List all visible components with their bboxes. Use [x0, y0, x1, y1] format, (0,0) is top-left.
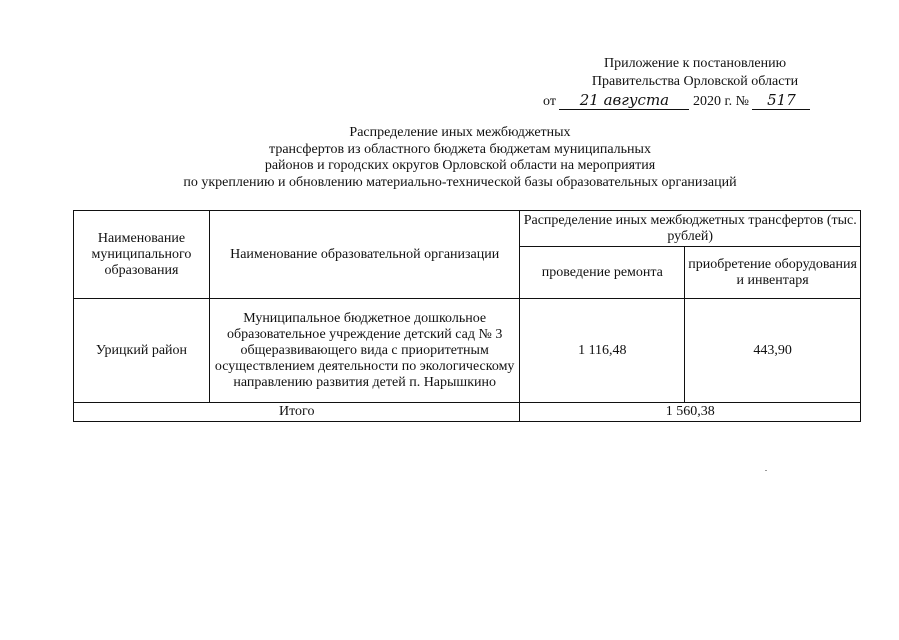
cell-municipality: Урицкий район	[74, 299, 210, 403]
cell-equipment: 443,90	[685, 299, 861, 403]
header-equipment: приобретение оборудования и инвентаря	[685, 247, 861, 299]
handwritten-number: 517	[752, 91, 810, 110]
cell-organization: Муниципальное бюджетное дошкольное образовательное учреждение детский сад № 3 общеразвивающего вида с приоритетным осуществлением деятельности по экологическому направлению развития детей п. Нарышкино	[209, 299, 520, 403]
appendix-line-1: Приложение к постановлению	[603, 56, 787, 71]
title-line-3: районов и городских округов Орловской области на мероприятия	[264, 158, 656, 173]
distribution-table	[73, 210, 861, 422]
from-label: от	[543, 94, 556, 109]
header-organization: Наименование образовательной организации	[209, 211, 520, 299]
appendix-date-line	[540, 91, 850, 111]
table-row	[74, 299, 861, 403]
title-line-2: трансфертов из областного бюджета бюджетам муниципальных	[269, 141, 651, 157]
appendix-line-2: Правительства Орловской области	[591, 74, 799, 89]
total-value: 1 560,38	[520, 403, 861, 422]
header-repair: проведение ремонта	[520, 247, 685, 299]
cell-repair: 1 116,48	[520, 299, 685, 403]
scan-dot	[765, 470, 767, 471]
appendix-block	[540, 55, 850, 111]
year-label: 2020 г. №	[692, 94, 749, 109]
document-title	[60, 125, 860, 191]
header-row-1	[74, 211, 861, 247]
title-line-4: по укреплению и обновлению материально-технической базы образовательных организаций	[183, 174, 737, 190]
total-row	[74, 403, 861, 422]
total-label: Итого	[74, 403, 520, 422]
title-line-1: Распределение иных межбюджетных	[349, 125, 571, 140]
header-municipality: Наименование муниципального образования	[74, 211, 210, 299]
handwritten-date: 21 августа	[559, 91, 689, 110]
header-distribution: Распределение иных межбюджетных трансфертов (тыс. рублей)	[520, 211, 861, 247]
